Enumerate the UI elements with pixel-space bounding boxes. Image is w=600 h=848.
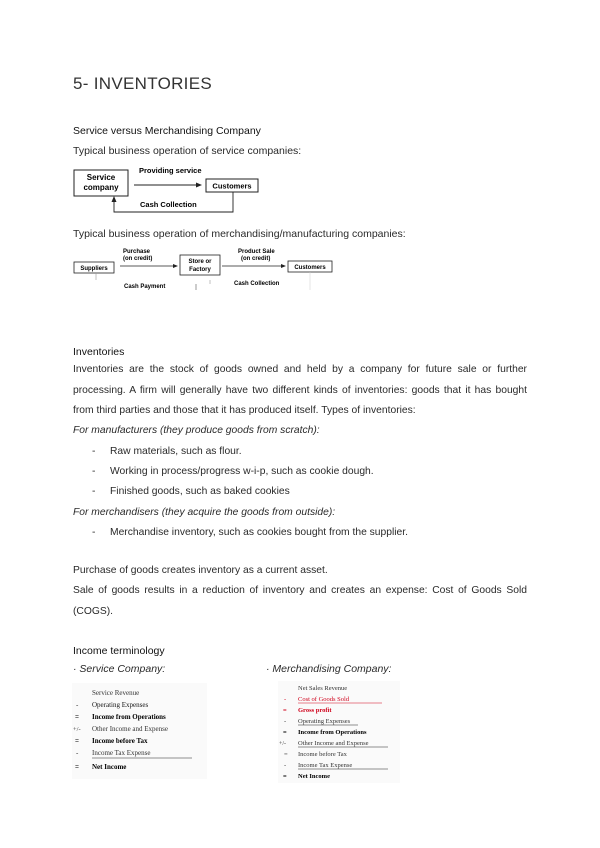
merch-row-6-text: Income before Tax <box>298 751 347 758</box>
bullet-dash: - <box>92 446 96 457</box>
cash-collection-label: Cash Collection <box>140 200 197 209</box>
store-label-line1: Store or <box>188 259 212 265</box>
inventories-heading: Inventories <box>73 346 125 358</box>
merch-row-8-op: = <box>283 773 287 780</box>
merch-caption: Typical business operation of merchandising/manufacturing companies: <box>73 228 406 240</box>
service-row-0-text: Service Revenue <box>92 689 140 697</box>
merch-row-3-text: Operating Expenses <box>298 718 351 725</box>
bullet-dash: - <box>92 527 96 538</box>
merch-customers-label: Customers <box>294 265 326 271</box>
manufacturers-label: For manufacturers (they produce goods from scratch): <box>73 425 320 436</box>
merch-flow-diagram <box>72 244 342 294</box>
merch-row-2-op: = <box>283 707 287 714</box>
service-box-line2: company <box>83 183 119 192</box>
merch-row-1-op: - <box>284 696 287 703</box>
list-item-text: Working in process/progress w-i-p, such as cookie dough. <box>110 466 374 477</box>
list-item <box>92 527 512 541</box>
store-label-line2: Factory <box>189 267 211 273</box>
merch-row-5-op: +/- <box>279 741 287 747</box>
merch-company-label: · Merchandising Company: <box>266 663 392 675</box>
providing-service-label: Providing service <box>139 166 202 175</box>
purchase-arrow-head <box>173 264 178 268</box>
list-item-text: Raw materials, such as flour. <box>110 446 242 457</box>
service-box-line1: Service <box>86 173 116 182</box>
sale-arrow-head <box>281 264 286 268</box>
list-item <box>92 466 512 480</box>
list-item <box>92 486 512 500</box>
list-item <box>92 446 512 460</box>
purchase-sentence: Purchase of goods creates inventory as a current asset. <box>73 565 328 576</box>
merch-row-4-op: = <box>283 729 287 736</box>
merch-row-8-text: Net Income <box>298 773 330 780</box>
service-row-6-op: = <box>75 763 79 771</box>
merch-row-7-text: Income Tax Expense <box>298 762 353 769</box>
service-arrow-head <box>196 183 202 188</box>
service-row-1-op: - <box>76 701 79 709</box>
merch-row-1-text: Cost of Goods Sold <box>298 696 350 703</box>
list-item-text: Finished goods, such as baked cookies <box>110 486 290 497</box>
service-row-5-text: Income Tax Expense <box>92 749 151 757</box>
purchase-label-line1: Purchase <box>123 249 151 255</box>
merch-row-6-op: = <box>284 751 288 758</box>
merch-row-0-text: Net Sales Revenue <box>298 685 348 692</box>
service-row-2-op: = <box>75 713 79 721</box>
customers-label: Customers <box>212 181 252 191</box>
merch-row-7-op: - <box>284 762 287 769</box>
sale-sentence: Sale of goods results in a reduction of inventory and creates an expense: Cost of Goods Sold (COGS). <box>73 585 527 617</box>
service-row-5-op: - <box>76 749 79 757</box>
service-row-4-op: = <box>75 737 79 745</box>
inventories-paragraph: Inventories are the stock of goods owned and held by a company for future sale or further processing. A firm will generally have two different kinds of inventories: goods that it has bought from third parties and those that it has produced itself. Types of inventories: <box>73 364 527 416</box>
merchandisers-label: For merchandisers (they acquire the goods from outside): <box>73 507 336 518</box>
service-row-4-text: Income before Tax <box>92 737 148 745</box>
page-title: 5- INVENTORIES <box>73 74 212 93</box>
service-row-3-text: Other Income and Expense <box>92 725 168 733</box>
service-row-3-op: +/- <box>73 726 81 733</box>
merch-cash-collection-label: Cash Collection <box>234 281 280 287</box>
service-company-label: · Service Company: <box>73 663 166 675</box>
section-heading-service-vs-merch: Service versus Merchandising Company <box>73 125 261 137</box>
bullet-dash: - <box>92 466 96 477</box>
cash-return-arrow-head <box>112 196 117 202</box>
service-row-1-text: Operating Expenses <box>92 701 149 709</box>
service-caption: Typical business operation of service companies: <box>73 145 302 157</box>
service-row-2-text: Income from Operations <box>92 713 166 721</box>
cash-payment-label: Cash Payment <box>124 284 166 290</box>
merch-row-3-op: - <box>284 718 287 725</box>
bullet-dash: - <box>92 486 96 497</box>
merch-row-2-text: Gross profit <box>298 707 332 714</box>
service-flow-diagram <box>72 162 272 216</box>
service-income-statement <box>72 683 207 779</box>
merch-income-statement <box>278 681 400 783</box>
income-terminology-heading: Income terminology <box>73 645 165 657</box>
merch-row-5-text: Other Income and Expense <box>298 740 369 747</box>
suppliers-label: Suppliers <box>80 266 108 272</box>
service-row-6-text: Net Income <box>92 763 127 771</box>
sale-label-line1: Product Sale <box>238 249 275 255</box>
sale-label-line2: (on credit) <box>241 256 271 262</box>
purchase-label-line2: (on credit) <box>123 256 153 262</box>
list-item-text: Merchandise inventory, such as cookies bought from the supplier. <box>110 527 409 538</box>
merch-row-4-text: Income from Operations <box>298 729 367 736</box>
